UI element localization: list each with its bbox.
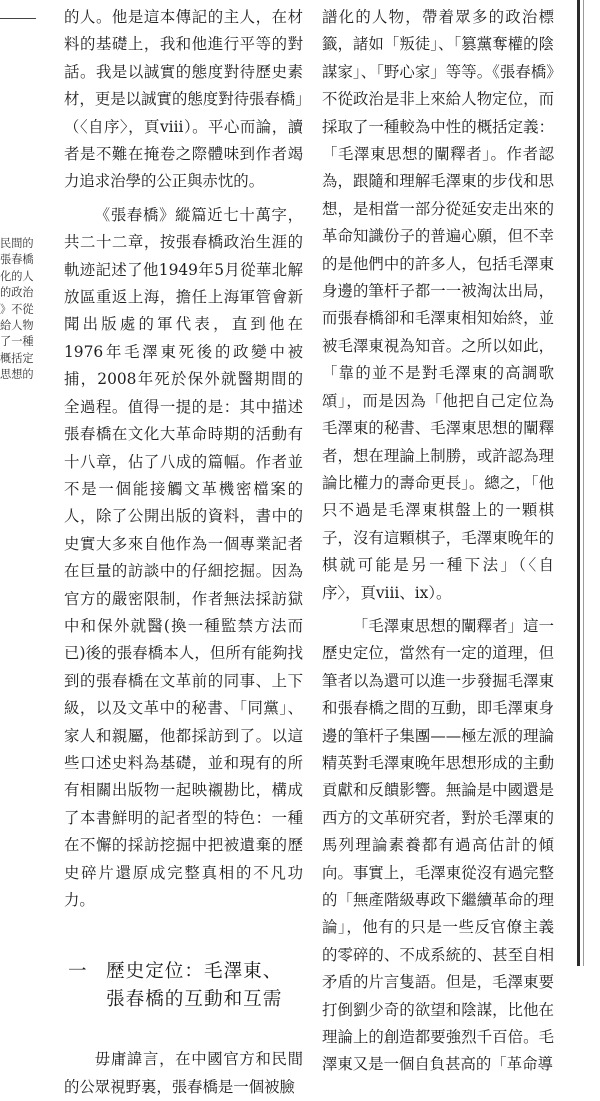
strip-line: 概括定: [0, 351, 34, 365]
paragraph-book-summary: 《張春橋》縱篇近七十萬字，共二十二章，按張春橋政治生涯的軌迹記述了他1949年5月從華北解放區重返上海，擔任上海軍管會新聞出版處的軍代表，直到他在1976年毛澤東死後的政變中被捕，2008年死於保外就醫期間的全過程。值得一提的是：其中描述張春橋在文化大革命時期的活動有十八章，佔了八成的篇幅。作者並不是一個能接觸文革機密檔案的人，除了公開出版的資料，書中的史實大多來自他作為一個專業記者在巨量的訪談中的仔細挖掘。因為官方的嚴密限制，作者無法採訪獄中和保外就醫(換一種監禁方法而已)後的張春橋本人，但所有能夠找到的張春橋在文革前的同事、上下級，以及文革中的秘書、「同黨」、家人和親屬，他都採訪到了。以這些口述史料為基礎，並和現有的所有相關出版物一起映襯勘比，構成了本書鮮明的記者型的特色：一種在不懈的採訪挖掘中把被遺棄的歷史碎片還原成完整真相的不凡功力。: [64, 205, 303, 909]
section-title-line: 歷史定位：毛澤東、: [106, 961, 283, 983]
adjacent-page-text: [0, 236, 44, 384]
section-number: 一: [68, 961, 88, 983]
page-edge-line: [583, 0, 584, 966]
paragraph-historical-positioning: 譜化的人物，帶着眾多的政治標籤，諸如「叛徒」、「篡黨奪權的陰謀家」、「野心家」等等。《張春橋》不從政治是非上來給人物定位，而採取了一種較為中性的概括定義：「毛澤東思想的闡釋者」。作者認為，跟隨和理解毛澤東的步伐和思想，是相當一部分從延安走出來的革命知識份子的普遍心願，但不幸的是他們中的許多人，包括毛澤東身邊的筆杆子都一一被淘汰出局，而張春橋卻和毛澤東相知始終，並被毛澤東視為知音。之所以如此，「靠的並不是對毛澤東的高調歌頌」，而是因為「他把自己定位為毛澤東的秘書、毛澤東思想的闡釋者，想在理論上制勝，或許認為理論比權力的壽命更長」。總之，「他只不過是毛澤東棋盤上的一顆棋子，沒有這顆棋子，毛澤東晚年的棋就可能是另一種下法」（〈自序〉，頁viii、ix）。: [322, 8, 554, 602]
strip-line: 的政治: [0, 286, 34, 300]
strip-line: 張春橋: [0, 253, 34, 267]
paragraph-interaction: 「毛澤東思想的闡釋者」這一歷史定位，當然有一定的道理，但筆者以為還可以進一步發掘毛澤東和張春橋之間的互動，即毛澤東身邊的筆杆子集團——極左派的理論精英對毛澤東晚年思想形成的主動貢獻和反饋影響。無論是中國還是西方的文革研究者，對於毛澤東的馬列理論素養都有過高估計的傾向。事實上，毛澤東從沒有過完整的「無產階級專政下繼續革命的理論」，他有的只是一些反官僚主義的零碎的、不成系統的、甚至自相矛盾的片言隻語。但是，毛澤東要打倒劉少奇的欲望和陰謀，比他在理論上的創造都要強烈千百倍。毛澤東又是一個自負甚高的「革命導: [322, 616, 554, 1074]
right-text-column: [322, 4, 554, 1079]
strip-line: 思想的: [0, 368, 34, 382]
section-title: [106, 958, 303, 1014]
adjacent-page-strip: [0, 0, 44, 966]
section-title-line: 張春橋的互動和互需: [106, 989, 283, 1011]
strip-line: 了一種: [0, 335, 34, 349]
paragraph-section-opening: 毋庸諱言，在中國官方和民間的公眾視野裏，張春橋是一個被臉: [64, 1050, 303, 1096]
left-text-column: [64, 4, 303, 1101]
strip-line: 化的人: [0, 269, 34, 283]
paragraph-continuation: 的人。他是這本傳記的主人，在材料的基礎上，我和他進行平等的對話。我是以誠實的態度對待歷史素材，更是以誠實的態度對待張春橋」（〈自序〉，頁viii）。平心而論，讀者是不難在掩卷之際體味到作者竭力追求治學的公正與赤忱的。: [64, 8, 303, 191]
strip-line: 給人物: [0, 318, 34, 332]
strip-line: 》不從: [0, 302, 34, 316]
page-edge-shadow: [577, 0, 580, 966]
section-heading: [64, 958, 303, 1014]
strip-line: 民間的: [0, 237, 34, 250]
header-rule: [0, 18, 36, 19]
